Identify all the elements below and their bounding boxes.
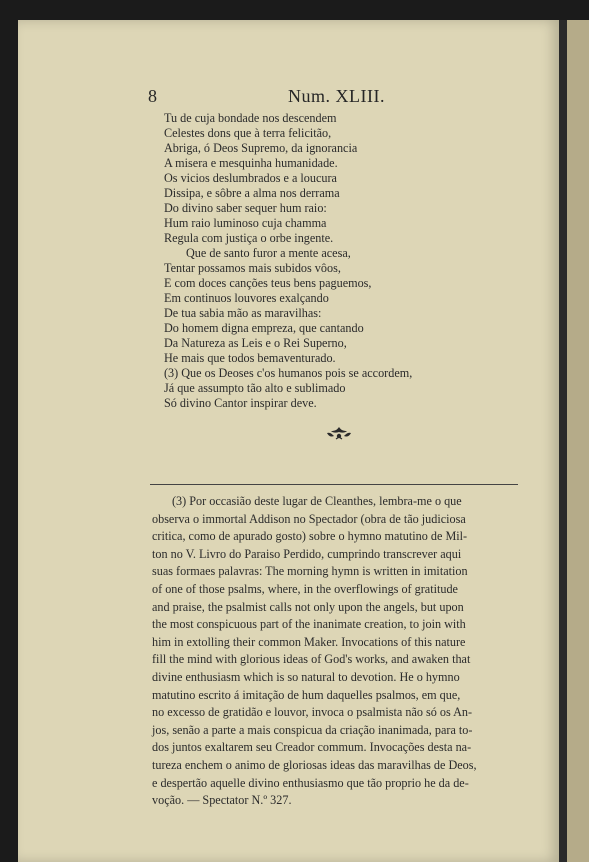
poem-line: De tua sabia mão as maravilhas: bbox=[164, 306, 322, 320]
footnote-line: no excesso de gratidão e louvor, invoca o psalmista não só os An- bbox=[152, 705, 473, 720]
footnote-line: fill the mind with glorious ideas of God's works, and awaken that bbox=[152, 652, 471, 667]
footnote-block bbox=[152, 493, 532, 810]
poem-line: Do homem digna empreza, que cantando bbox=[164, 321, 364, 335]
footnote-line: dos juntos exaltarem seu Creador commum. Invocações desta na- bbox=[152, 740, 472, 755]
adjacent-page-edge bbox=[559, 20, 589, 862]
running-head: Num. XLIII. bbox=[288, 86, 385, 106]
poem-line: Só divino Cantor inspirar deve. bbox=[164, 396, 317, 410]
footnote-line: divine enthusiasm which is so natural to devotion. He o hymno bbox=[152, 669, 460, 684]
poem-line: E com doces canções teus bens paguemos, bbox=[164, 276, 372, 290]
poem-line: He mais que todos bemaventurado. bbox=[164, 351, 336, 365]
poem-line: Em continuos louvores exalçando bbox=[164, 291, 329, 305]
poem-line: Tu de cuja bondade nos descendem bbox=[164, 111, 337, 125]
page-number: 8 bbox=[148, 86, 157, 106]
footnote-line: jos, senão a parte a mais conspicua da criação inanimada, para to- bbox=[152, 722, 473, 737]
footnote-line: and praise, the psalmist calls not only upon the angels, but upon bbox=[152, 599, 464, 614]
poem-line: Os vicios deslumbrados e a loucura bbox=[164, 171, 337, 185]
footnote-line: matutino escrito á imitação de hum daquelles psalmos, em que, bbox=[152, 687, 461, 702]
poem-line: Celestes dons que à terra felicitão, bbox=[164, 126, 332, 140]
poem-line: Dissipa, e sôbre a alma nos derrama bbox=[164, 186, 340, 200]
footnote-line: e despertão aquelle divino enthusiasmo que tão proprio he da de- bbox=[152, 775, 469, 790]
footnote-line: him in extolling their common Maker. Invocations of this nature bbox=[152, 634, 466, 649]
footnote-line: observa o immortal Addison no Spectador (obra de tão judiciosa bbox=[152, 511, 466, 526]
poem-line: Tentar possamos mais subidos vôos, bbox=[164, 261, 341, 275]
fleuron-icon bbox=[324, 425, 354, 441]
poem-line: Que de santo furor a mente acesa, bbox=[186, 246, 351, 260]
page-header bbox=[148, 86, 528, 108]
footnote-line: critica, como de apurado gosto) sobre o hymno matutino de Mil- bbox=[152, 529, 468, 544]
footnote-line: ton no V. Livro do Paraiso Perdido, cumprindo transcrever aqui bbox=[152, 546, 462, 561]
poem-line: A misera e mesquinha humanidade. bbox=[164, 156, 338, 170]
footnote-line: the most conspicuous part of the inanimate creation, to join with bbox=[152, 617, 466, 632]
poem-line: Do divino saber sequer hum raio: bbox=[164, 201, 327, 215]
poem-line: Já que assumpto tão alto e sublimado bbox=[164, 381, 346, 395]
footnote-line: (3) Por occasião deste lugar de Cleanthes, lembra-me o que bbox=[172, 494, 462, 508]
poem-line: Da Natureza as Leis e o Rei Superno, bbox=[164, 336, 347, 350]
poem-line: Abriga, ó Deos Supremo, da ignorancia bbox=[164, 141, 358, 155]
footnote-rule bbox=[150, 484, 518, 485]
footnote-line: tureza enchem o animo de gloriosas ideas das maravilhas de Deos, bbox=[152, 757, 477, 772]
poem-line: Regula com justiça o orbe ingente. bbox=[164, 231, 334, 245]
poem-block bbox=[164, 111, 454, 411]
footnote-line: voção. — Spectator N.º 327. bbox=[152, 793, 292, 808]
footnote-line: suas formaes palavras: The morning hymn is written in imitation bbox=[152, 564, 468, 579]
poem-line: (3) Que os Deoses c'os humanos pois se accordem, bbox=[164, 366, 413, 380]
poem-line: Hum raio luminoso cuja chamma bbox=[164, 216, 327, 230]
footnote-line: of one of those psalms, where, in the overflowings of gratitude bbox=[152, 581, 458, 596]
